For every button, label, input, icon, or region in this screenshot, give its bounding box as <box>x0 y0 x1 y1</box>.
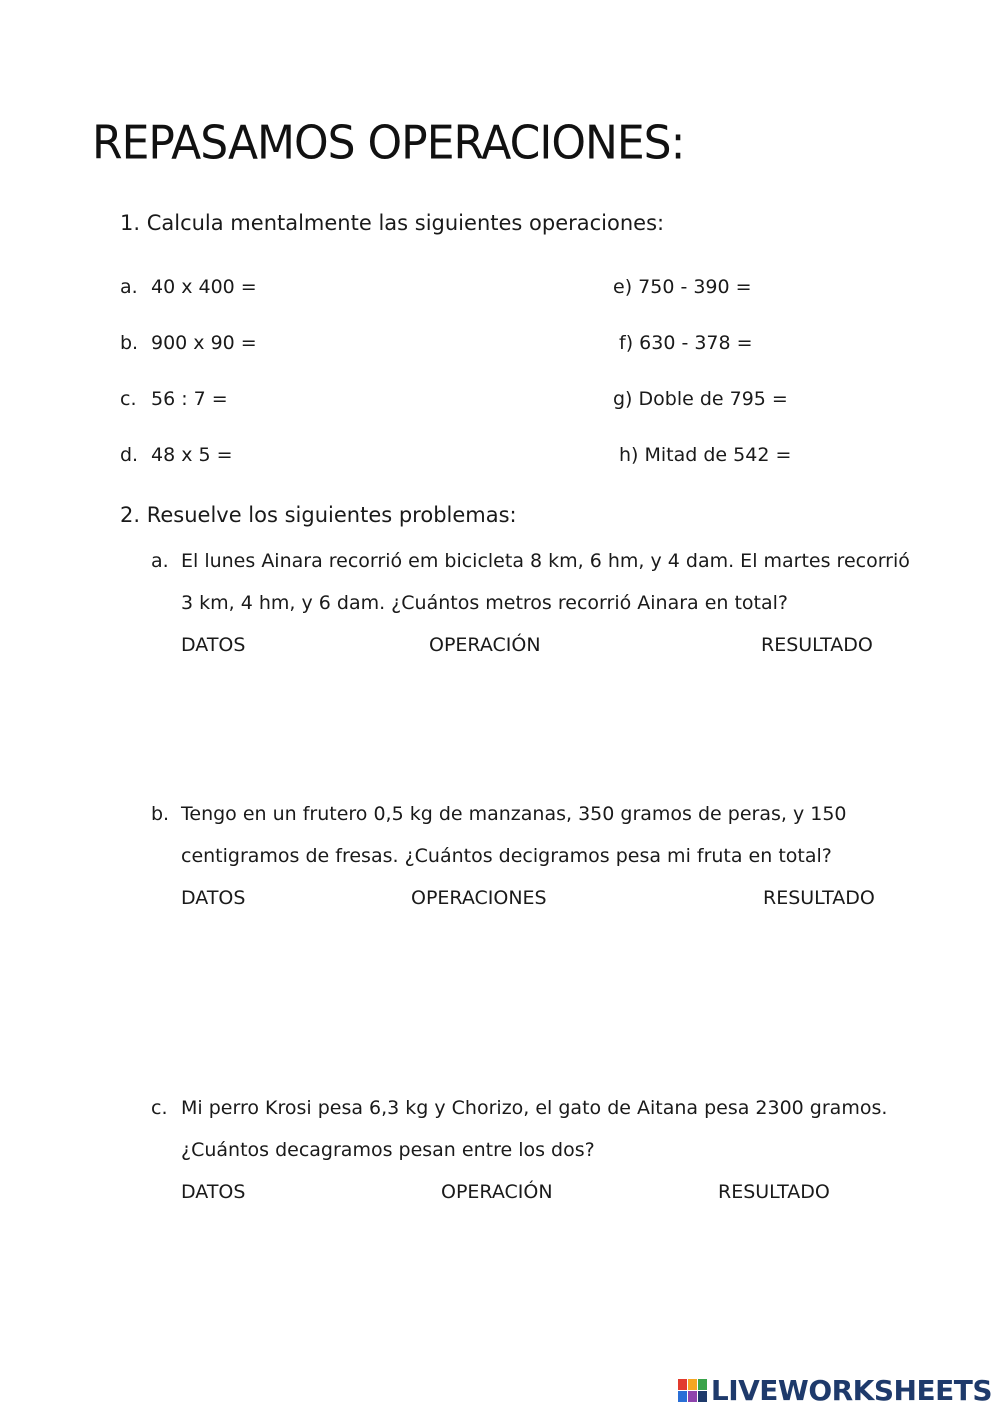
problem-b-label: b. <box>151 803 170 825</box>
logo-block <box>678 1379 687 1390</box>
problem-c-datos: DATOS <box>181 1181 246 1203</box>
op-e: e) 750 - 390 = <box>613 276 752 298</box>
logo-block <box>698 1391 707 1402</box>
op-f: f) 630 - 378 = <box>619 332 753 354</box>
liveworksheets-logo-text: LIVEWORKSHEETS <box>710 1374 992 1407</box>
liveworksheets-logo <box>678 1374 992 1407</box>
op-d-label: d. <box>120 444 139 466</box>
op-c-label: c. <box>120 388 137 410</box>
problem-a-line1: El lunes Ainara recorrió em bicicleta 8 km, 6 hm, y 4 dam. El martes recorrió <box>181 550 910 572</box>
problem-a-datos: DATOS <box>181 634 246 656</box>
liveworksheets-logo-icon <box>678 1379 707 1402</box>
page-title: REPASAMOS OPERACIONES: <box>92 116 685 171</box>
problem-c-label: c. <box>151 1097 168 1119</box>
op-c-expr: 56 : 7 = <box>151 388 228 410</box>
op-d-expr: 48 x 5 = <box>151 444 233 466</box>
problem-a-label: a. <box>151 550 169 572</box>
logo-block <box>688 1379 697 1390</box>
op-g: g) Doble de 795 = <box>613 388 788 410</box>
problem-b-operaciones: OPERACIONES <box>411 887 547 909</box>
problem-b-datos: DATOS <box>181 887 246 909</box>
problem-a-operacion: OPERACIÓN <box>429 634 541 656</box>
problem-c-line1: Mi perro Krosi pesa 6,3 kg y Chorizo, el gato de Aitana pesa 2300 gramos. <box>181 1097 888 1119</box>
problem-c-operacion: OPERACIÓN <box>441 1181 553 1203</box>
problem-c-line2: ¿Cuántos decagramos pesan entre los dos? <box>181 1139 595 1161</box>
op-b-label: b. <box>120 332 139 354</box>
logo-block <box>688 1391 697 1402</box>
problem-b-resultado: RESULTADO <box>763 887 875 909</box>
problem-b-line1: Tengo en un frutero 0,5 kg de manzanas, 350 gramos de peras, y 150 <box>181 803 847 825</box>
logo-block <box>698 1379 707 1390</box>
logo-block <box>678 1391 687 1402</box>
problem-a-line2: 3 km, 4 hm, y 6 dam. ¿Cuántos metros recorrió Ainara en total? <box>181 592 789 614</box>
op-a-label: a. <box>120 276 138 298</box>
op-b-expr: 900 x 90 = <box>151 332 257 354</box>
problem-c-resultado: RESULTADO <box>718 1181 830 1203</box>
section2-heading: 2. Resuelve los siguientes problemas: <box>120 503 517 527</box>
section1-heading: 1. Calcula mentalmente las siguientes operaciones: <box>120 211 665 235</box>
problem-a-resultado: RESULTADO <box>761 634 873 656</box>
op-a-expr: 40 x 400 = <box>151 276 257 298</box>
problem-b-line2: centigramos de fresas. ¿Cuántos decigramos pesa mi fruta en total? <box>181 845 832 867</box>
op-h: h) Mitad de 542 = <box>619 444 792 466</box>
